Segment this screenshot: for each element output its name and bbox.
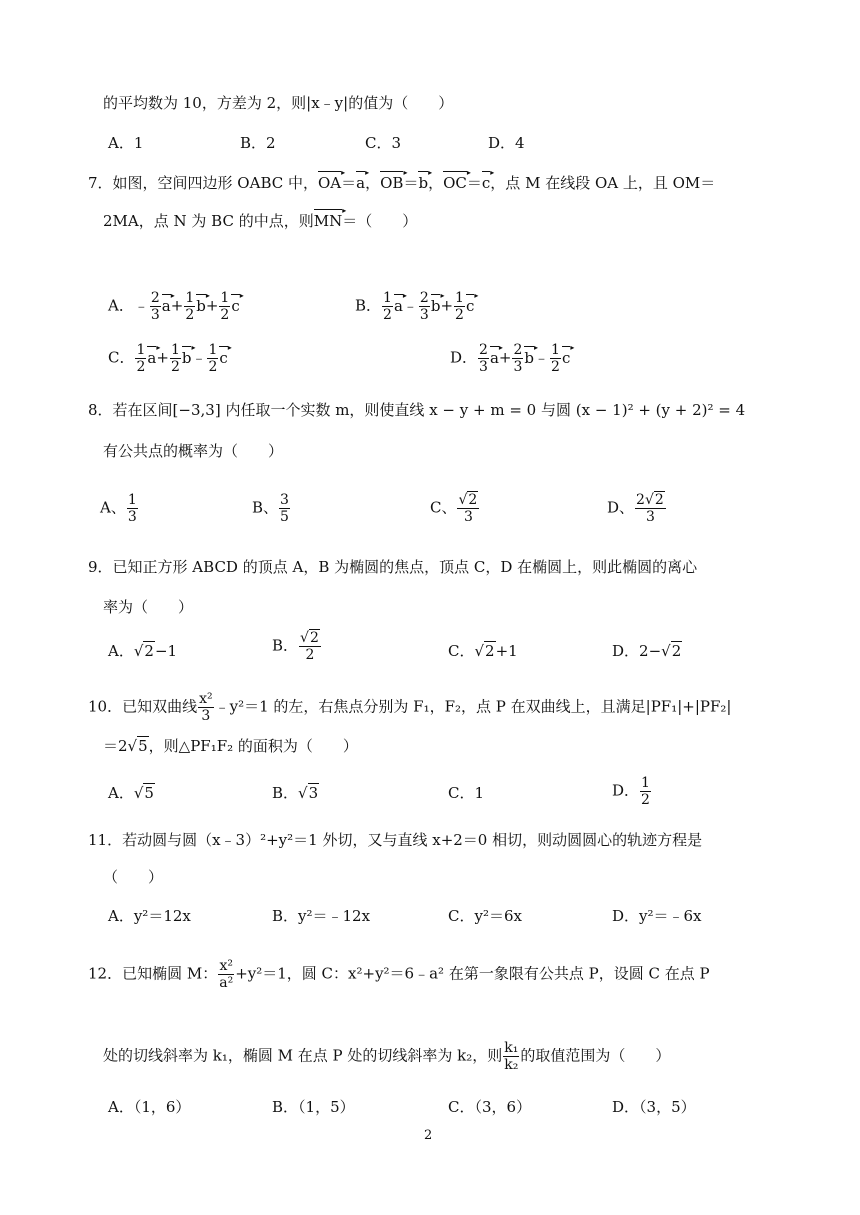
q12-option-b: B．（1，5） <box>272 1098 355 1116</box>
q12-stem-line1: 12．已知椭圆 M： $\frac{\text{x²}}{\text{a²}}$ +y²＝1，圆 C：x²+y²＝6﹣a² 在第一象限有公共点 P，设圆 C 在点 P <box>88 958 710 991</box>
q12-option-a: A．（1，6） <box>108 1098 191 1116</box>
vector-mn: MN ▸ <box>314 210 342 232</box>
q7-stem-line2: 2MA，点 N 为 BC 的中点，则MN ▸＝（ ） <box>103 210 417 232</box>
q11-option-c: C．y²＝6x <box>448 907 522 925</box>
vector-oa: OA ▸ <box>318 172 341 194</box>
q7-option-b: B． $\frac{1}{2}$ a ▸﹣ $\frac{2}{3}$ b ▸+ $\frac{1}{2}$ c ▸ <box>355 290 474 323</box>
q10-option-a: A．√5 <box>108 784 154 802</box>
q6-stem: 的平均数为 10，方差为 2，则|x﹣y|的值为（ ） <box>103 94 454 112</box>
q7-option-c: C． $\frac{1}{2}$ a ▸+ $\frac{1}{2}$ b ▸﹣ $\frac{1}{2}$ c ▸ <box>108 342 228 375</box>
q10-stem-line1: 10．已知双曲线 $\frac{\text{x²}}{3}$ ﹣y²＝1 的左，右焦点分别为 F₁，F₂，点 P 在双曲线上，且满足|PF₁|+|PF₂| <box>88 691 732 724</box>
q10-option-b: B．√3 <box>272 784 319 802</box>
q9-stem-line1: 9．已知正方形 ABCD 的顶点 A，B 为椭圆的焦点，顶点 C，D 在椭圆上，则此椭圆的离心 <box>88 558 698 576</box>
q9-option-c: C．√2+1 <box>448 642 518 660</box>
q7-stem-line1: 7．如图，空间四边形 OABC 中，OA ▸＝a ▸，OB ▸＝b ▸，OC ▸＝c ▸，点 M 在线段 OA 上，且 OM＝ <box>88 172 715 194</box>
q8-option-b: B、 $\frac{3}{5}$ <box>252 492 289 525</box>
q9-option-b: B． $\frac{√2}{2}$ <box>272 630 319 663</box>
q7-option-a: A．﹣ $\frac{2}{3}$ a ▸+ $\frac{1}{2}$ b ▸+ $\frac{1}{2}$ c ▸ <box>108 290 240 323</box>
q10-option-d: D． $\frac{1}{2}$ <box>612 775 650 808</box>
q12-stem-line2: 处的切线斜率为 k₁，椭圆 M 在点 P 处的切线斜率为 k₂，则 $\frac{\text{k₁}}{\text{k₂}}$ 的取值范围为（ ） <box>103 1040 671 1073</box>
q10-stem-line2: ＝2√5，则△PF₁F₂ 的面积为（ ） <box>103 737 358 755</box>
q11-option-b: B．y²＝﹣12x <box>272 907 371 925</box>
q9-option-a: A．√2−1 <box>108 642 178 660</box>
q9-stem-line2: 率为（ ） <box>103 598 194 616</box>
q7-option-d: D． $\frac{2}{3}$ a ▸+ $\frac{2}{3}$ b ▸﹣ $\frac{1}{2}$ c ▸ <box>450 342 570 375</box>
q8-option-c: C、 $\frac{√2}{3}$ <box>430 492 478 525</box>
q8-option-d: D、 $\frac{2√2}{3}$ <box>607 492 664 525</box>
q8-option-a: A、 $\frac{1}{3}$ <box>100 492 137 525</box>
q11-option-a: A．y²＝12x <box>108 907 191 925</box>
page-number: 2 <box>424 1128 433 1143</box>
q6-option-c: C．3 <box>365 134 402 152</box>
q12-option-c: C．（3，6） <box>448 1098 532 1116</box>
q10-option-c: C．1 <box>448 784 485 802</box>
q8-stem-line1: 8．若在区间[−3,3] 内任取一个实数 m，则使直线 x − y + m = 0 与圆 (x − 1)² + (y + 2)² = 4 <box>88 401 746 419</box>
q8-stem-line2: 有公共点的概率为（ ） <box>103 442 284 460</box>
q6-option-b: B．2 <box>240 134 276 152</box>
q9-option-d: D．2−√2 <box>612 642 682 660</box>
vector-ob: OB ▸ <box>380 172 403 194</box>
q6-option-d: D．4 <box>488 134 525 152</box>
vector-oc: OC ▸ <box>443 172 467 194</box>
q12-option-d: D．（3，5） <box>612 1098 696 1116</box>
q6-option-a: A．1 <box>108 134 144 152</box>
q11-stem-line1: 11．若动圆与圆（x﹣3）²+y²＝1 外切，又与直线 x+2＝0 相切，则动圆圆心的轨迹方程是 <box>88 831 703 849</box>
q11-option-d: D．y²＝﹣6x <box>612 907 702 925</box>
q11-stem-line2: （ ） <box>103 868 164 886</box>
